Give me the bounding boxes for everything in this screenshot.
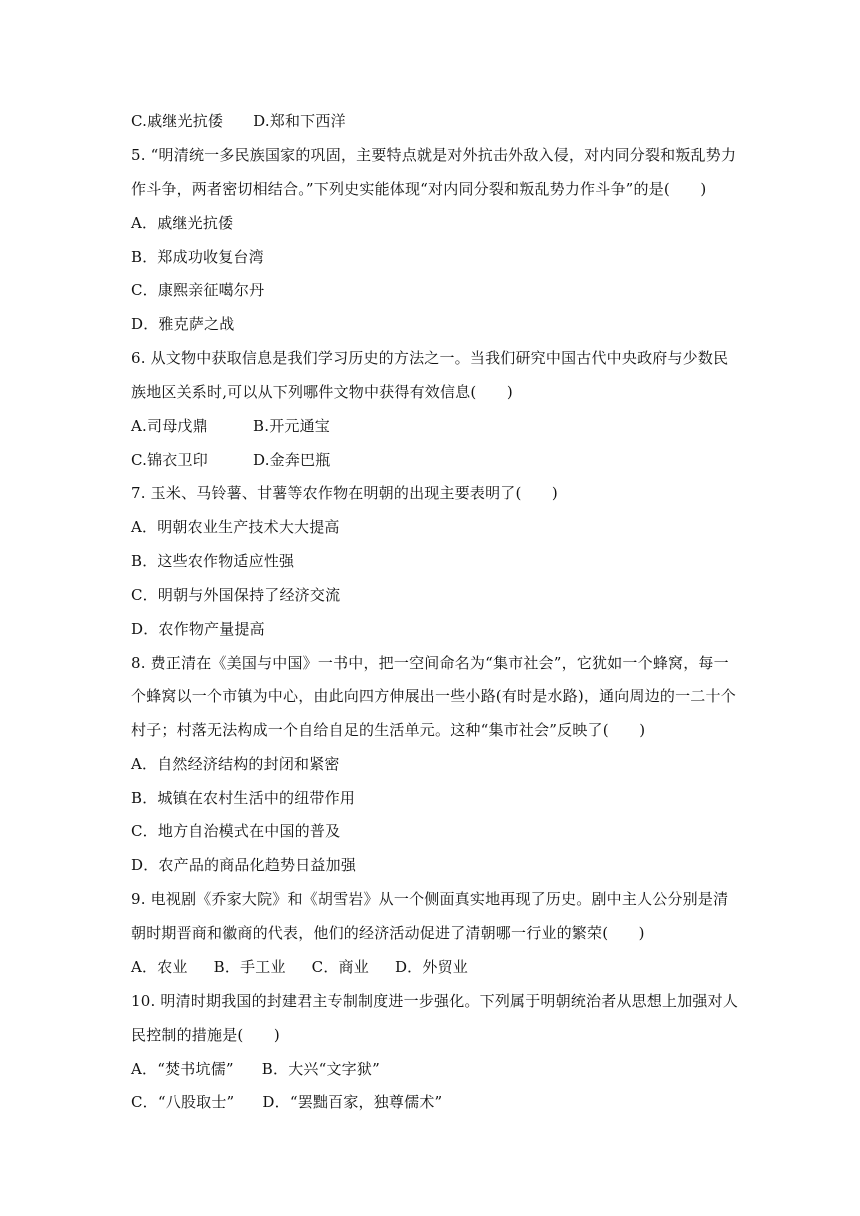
q8-option-b: B．城镇在农村生活中的纽带作用 xyxy=(131,789,356,807)
q9-stem-line1: 9. 电视剧《乔家大院》和《胡雪岩》从一个侧面真实地再现了历史。剧中主人公分别是清 xyxy=(131,890,729,908)
q4-option-c: C.戚继光抗倭 xyxy=(131,112,224,130)
q7-option-c: C．明朝与外国保持了经济交流 xyxy=(131,586,341,604)
q10-options-ab xyxy=(131,1059,731,1079)
q5-option-b: B．郑成功收复台湾 xyxy=(131,248,264,266)
q6-stem-line1: 6. 从文物中获取信息是我们学习历史的方法之一。当我们研究中国古代中央政府与少数民 xyxy=(131,349,729,367)
q6-options-ab xyxy=(131,416,731,436)
q6-option-a: A.司母戊鼎 xyxy=(131,417,208,435)
q9-option-b: B．手工业 xyxy=(213,958,286,976)
q7-option-a: A．明朝农业生产技术大大提高 xyxy=(131,518,340,536)
q7-stem: 7. 玉米、马铃薯、甘薯等农作物在明朝的出现主要表明了( ) xyxy=(131,484,558,502)
q8-option-c: C．地方自治模式在中国的普及 xyxy=(131,822,341,840)
q10-option-d: D．“罢黜百家，独尊儒术” xyxy=(262,1093,443,1111)
q9-option-d: D．外贸业 xyxy=(394,958,468,976)
q8-option-d: D．农产品的商品化趋势日益加强 xyxy=(131,856,357,874)
q10-stem-line1: 10. 明清时期我国的封建君主专制制度进一步强化。下列属于明朝统治者从思想上加强对人 xyxy=(131,992,739,1010)
q8-stem-line1: 8. 费正清在《美国与中国》一书中，把一空间命名为“集市社会”，它犹如一个蜂窝，每一 xyxy=(131,654,729,672)
q8-option-a: A．自然经济结构的封闭和紧密 xyxy=(131,755,340,773)
q6-option-d: D.金奔巴瓶 xyxy=(253,451,331,469)
q6-stem-line2: 族地区关系时,可以从下列哪件文物中获得有效信息( ) xyxy=(131,383,513,401)
q7-option-d: D．农作物产量提高 xyxy=(131,620,265,638)
q5-option-c: C．康熙亲征噶尔丹 xyxy=(131,281,265,299)
q6-option-c: C.锦衣卫印 xyxy=(131,451,208,469)
q4-option-d: D.郑和下西洋 xyxy=(253,112,346,130)
q8-stem-line3: 村子；村落无法构成一个自给自足的生活单元。这种“集市社会”反映了( ) xyxy=(131,721,646,739)
q6-option-b: B.开元通宝 xyxy=(253,417,330,435)
q6-options-cd xyxy=(131,450,731,470)
q9-option-c: C．商业 xyxy=(311,958,369,976)
q7-option-b: B．这些农作物适应性强 xyxy=(131,552,295,570)
q10-stem-line2: 民控制的措施是( ) xyxy=(131,1026,280,1044)
q5-option-d: D．雅克萨之战 xyxy=(131,315,235,333)
q10-option-b: B．大兴“文字狱” xyxy=(261,1060,380,1078)
q9-option-a: A．农业 xyxy=(131,958,188,976)
q10-option-c: C．“八股取士” xyxy=(131,1093,235,1111)
q5-option-a: A．戚继光抗倭 xyxy=(131,214,234,232)
q5-stem-line1: 5. “明清统一多民族国家的巩固，主要特点就是对外抗击外敌入侵，对内同分裂和叛乱势力 xyxy=(131,146,737,164)
q5-stem-line2: 作斗争，两者密切相结合。”下列史实能体现“对内同分裂和叛乱势力作斗争”的是( ) xyxy=(131,180,707,198)
q9-stem-line2: 朝时期晋商和徽商的代表，他们的经济活动促进了清朝哪一行业的繁荣( ) xyxy=(131,924,645,942)
q4-options-cd xyxy=(131,111,731,131)
q8-stem-line2: 个蜂窝以一个市镇为中心，由此向四方伸展出一些小路(有时是水路)，通向周边的一二十个 xyxy=(131,687,736,705)
q10-options-cd xyxy=(131,1092,731,1112)
q10-option-a: A．“焚书坑儒” xyxy=(131,1060,234,1078)
q9-options xyxy=(131,957,731,977)
